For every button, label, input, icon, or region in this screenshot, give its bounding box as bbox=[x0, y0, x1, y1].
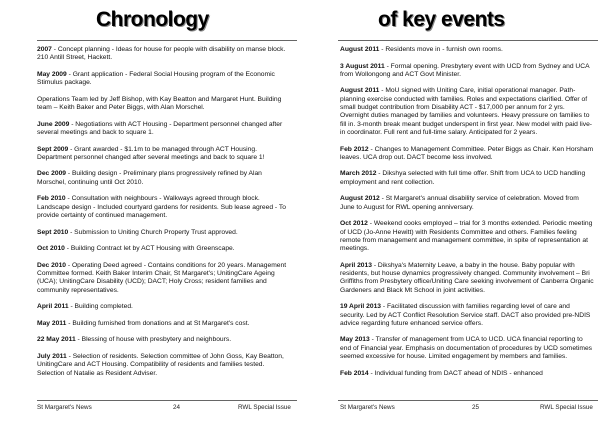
entry-date: August 2012 bbox=[340, 195, 380, 203]
chronology-entry bbox=[37, 336, 291, 344]
entry-date: July 2011 bbox=[37, 352, 67, 360]
entry-date: Feb 2010 bbox=[37, 195, 66, 203]
footer-issue-left: RWL Special Issue bbox=[238, 404, 291, 411]
entry-text: - Building completed. bbox=[68, 303, 133, 311]
entry-date: 22 May 2011 bbox=[37, 336, 76, 344]
chronology-entry bbox=[340, 46, 594, 54]
entry-text: - Dikshya's Maternity Leave, a baby in the house. Baby popular with residents, but house dynamics progressively changed. Community involvement – Bri Griffiths from Presbytery office/Uniting Care seeking involvement of Canberra Organic Gardeners and Black Mt School in joint activities. bbox=[340, 261, 594, 294]
entry-date: May 2013 bbox=[340, 336, 370, 344]
chronology-entry bbox=[340, 195, 594, 212]
entry-text: - Weekend cooks employed – trial for 3 months extended. Periodic meeting of UCD (Jo-Anne Hewitt) with Residents Committee and others. Families feeling remote from management and management committee, in spite of representation at meetings. bbox=[340, 220, 593, 253]
entry-date: Dec 2010 bbox=[37, 261, 67, 269]
chronology-entry bbox=[37, 71, 291, 88]
entry-date: August 2011 bbox=[340, 46, 380, 53]
entry-text: - Formal opening. Presbytery event with UCD from Sydney and UCA from Wollongong and ACT Govt Minister. bbox=[340, 62, 590, 78]
chronology-entry bbox=[340, 63, 594, 80]
right-column bbox=[340, 46, 594, 386]
entry-text: - Building design - Preliminary plans progressively refined by Alan Morschel, continuing until Oct 2010. bbox=[37, 170, 262, 186]
entry-date: April 2011 bbox=[37, 303, 69, 311]
entry-text: - Transfer of management from UCA to UCD. UCA financial reporting to end of Financial year. Emphasis on documentation of procedures by UCD sometimes seemed excessive for house. Limited engagement by members and families. bbox=[340, 336, 593, 360]
entry-date: 3 August 2011 bbox=[340, 62, 385, 70]
chronology-entry bbox=[37, 46, 291, 63]
footer-issue-right: RWL Special Issue bbox=[540, 404, 593, 411]
footer-rule-right bbox=[338, 400, 598, 401]
chronology-entry bbox=[340, 170, 594, 187]
entry-date: June 2009 bbox=[37, 120, 70, 128]
entry-date: May 2011 bbox=[37, 319, 67, 327]
chronology-entry bbox=[37, 121, 291, 138]
left-column bbox=[37, 46, 291, 386]
entry-text: - Negotiations with ACT Housing - Department personnel changed after several meetings and back to square 1. bbox=[37, 120, 283, 136]
footer-publication-right: St Margaret's News bbox=[340, 404, 395, 411]
entry-date: Feb 2014 bbox=[340, 369, 369, 377]
chronology-entry bbox=[37, 146, 291, 163]
title-right: of key events bbox=[378, 8, 505, 31]
footer-rule-left bbox=[37, 400, 297, 401]
chronology-entry bbox=[37, 96, 291, 113]
entry-date: Oct 2010 bbox=[37, 245, 65, 253]
entry-text: - Changes to Management Committee. Peter Biggs as Chair. Ken Horsham leaves. UCA drop out. DACT become less involved. bbox=[340, 145, 594, 161]
entry-date: Sept 2010 bbox=[37, 228, 69, 236]
chronology-entry bbox=[37, 229, 291, 237]
entry-text: - Facilitated discussion with families regarding level of care and security. Led by ACT Conflict Resolution Service staff. DACT also provided pre-NDIS advice regarding future enhanced service offers. bbox=[340, 303, 591, 327]
chronology-entry bbox=[37, 245, 291, 253]
entry-date: 2007 bbox=[37, 46, 52, 53]
entry-date: Sept 2009 bbox=[37, 145, 69, 153]
entry-text: - MoU signed with Uniting Care, initial operational manager. Path-planning exercise conducted with families. Roles and expectations clarified. Offer of small budget contribution from Disability ACT - $17,000 per annum for 2 yrs. Overnight duties managed by families and volunteers. Heavy pressure on families to fill in. 3-month break meant budget underspent in first year. New model with paid live-in coordinator. Full rent and full-time salary. Anticipated for 2 years. bbox=[340, 87, 593, 136]
chronology-entry bbox=[37, 262, 291, 295]
chronology-entry bbox=[340, 146, 594, 163]
entry-date: March 2012 bbox=[340, 170, 377, 178]
chronology-entry bbox=[37, 170, 291, 187]
chronology-entry bbox=[340, 220, 594, 253]
entry-text: - Operating Deed agreed - Contains conditions for 20 years. Management Committee formed. Keith Baker Interim Chair, St Margaret's; UnitingCare Ageing (UCA); UnitingCare Disability (UCD); DACT; Holy Cross; resident families and community representatives. bbox=[37, 261, 287, 294]
entry-date: April 2013 bbox=[340, 261, 372, 269]
header-rule-right bbox=[338, 40, 598, 41]
chronology-entry bbox=[340, 370, 594, 378]
entry-text: - Consultation with neighbours - Walkways agreed through block. Landscape design - Included courtyard gardens for residents. Sub lease agreed - To provide certainty of continued management. bbox=[37, 195, 286, 219]
chronology-entry bbox=[37, 195, 291, 220]
entry-text: - Dikshya selected with full time offer. Shift from UCA to UCD handling employment and rent collection. bbox=[340, 170, 586, 186]
entry-text: - Building Contract let by ACT Housing with Greenscape. bbox=[64, 245, 235, 253]
chronology-entry bbox=[340, 262, 594, 295]
entry-text: - St Margaret's annual disability service of celebration. Moved from June to August for RWL opening anniversary. bbox=[340, 195, 579, 211]
entry-text: - Submission to Uniting Church Property Trust approved. bbox=[68, 228, 238, 236]
entry-date: 19 April 2013 bbox=[340, 303, 382, 311]
entry-text: - Grant awarded - $1.1m to be managed through ACT Housing. Department personnel changed after several meetings and back to square 1! bbox=[37, 145, 265, 161]
entry-date: Oct 2012 bbox=[340, 220, 368, 228]
entry-text: - Individual funding from DACT ahead of NDIS - enhanced bbox=[368, 369, 543, 377]
footer-publication-left: St Margaret's News bbox=[37, 404, 92, 411]
footer-page-number-right: 25 bbox=[472, 404, 480, 411]
entry-text: - Concept planning - Ideas for house for people with disability on manse block. 210 Antill Street, Hackett. bbox=[37, 46, 286, 62]
entry-text: - Grant application - Federal Social Housing program of the Economic Stimulus package. bbox=[37, 70, 275, 87]
entry-text: - Building furnished from donations and at St Margaret's cost. bbox=[66, 319, 250, 327]
chronology-entry bbox=[37, 353, 291, 378]
entry-date: Dec 2009 bbox=[37, 170, 67, 178]
entry-text: - Selection of residents. Selection committee of John Goss, Kay Beatton, UnitingCare and ACT Housing. Compatibility of residents and families tested. Selection of Natalie as Resident Adviser. bbox=[37, 352, 284, 377]
chronology-entry bbox=[340, 336, 594, 361]
chronology-entry bbox=[37, 303, 291, 311]
chronology-entry bbox=[340, 87, 594, 137]
header-rule-left bbox=[37, 40, 297, 41]
title-left: Chronology bbox=[96, 8, 209, 31]
entry-text: - Blessing of house with presbytery and neighbours. bbox=[75, 336, 232, 344]
chronology-entry bbox=[37, 320, 291, 328]
entry-date: August 2011 bbox=[340, 87, 380, 95]
entry-date: May 2009 bbox=[37, 70, 67, 78]
footer-page-number-left: 24 bbox=[173, 404, 181, 411]
chronology-entry bbox=[340, 303, 594, 328]
entry-date: Feb 2012 bbox=[340, 145, 369, 153]
entry-text: - Residents move in - furnish own rooms. bbox=[379, 46, 503, 53]
entry-text: Operations Team led by Jeff Bishop, with Kay Beatton and Margaret Hunt. Building team – Keith Baker and Peter Biggs, with Alan Morschel. bbox=[37, 95, 282, 112]
